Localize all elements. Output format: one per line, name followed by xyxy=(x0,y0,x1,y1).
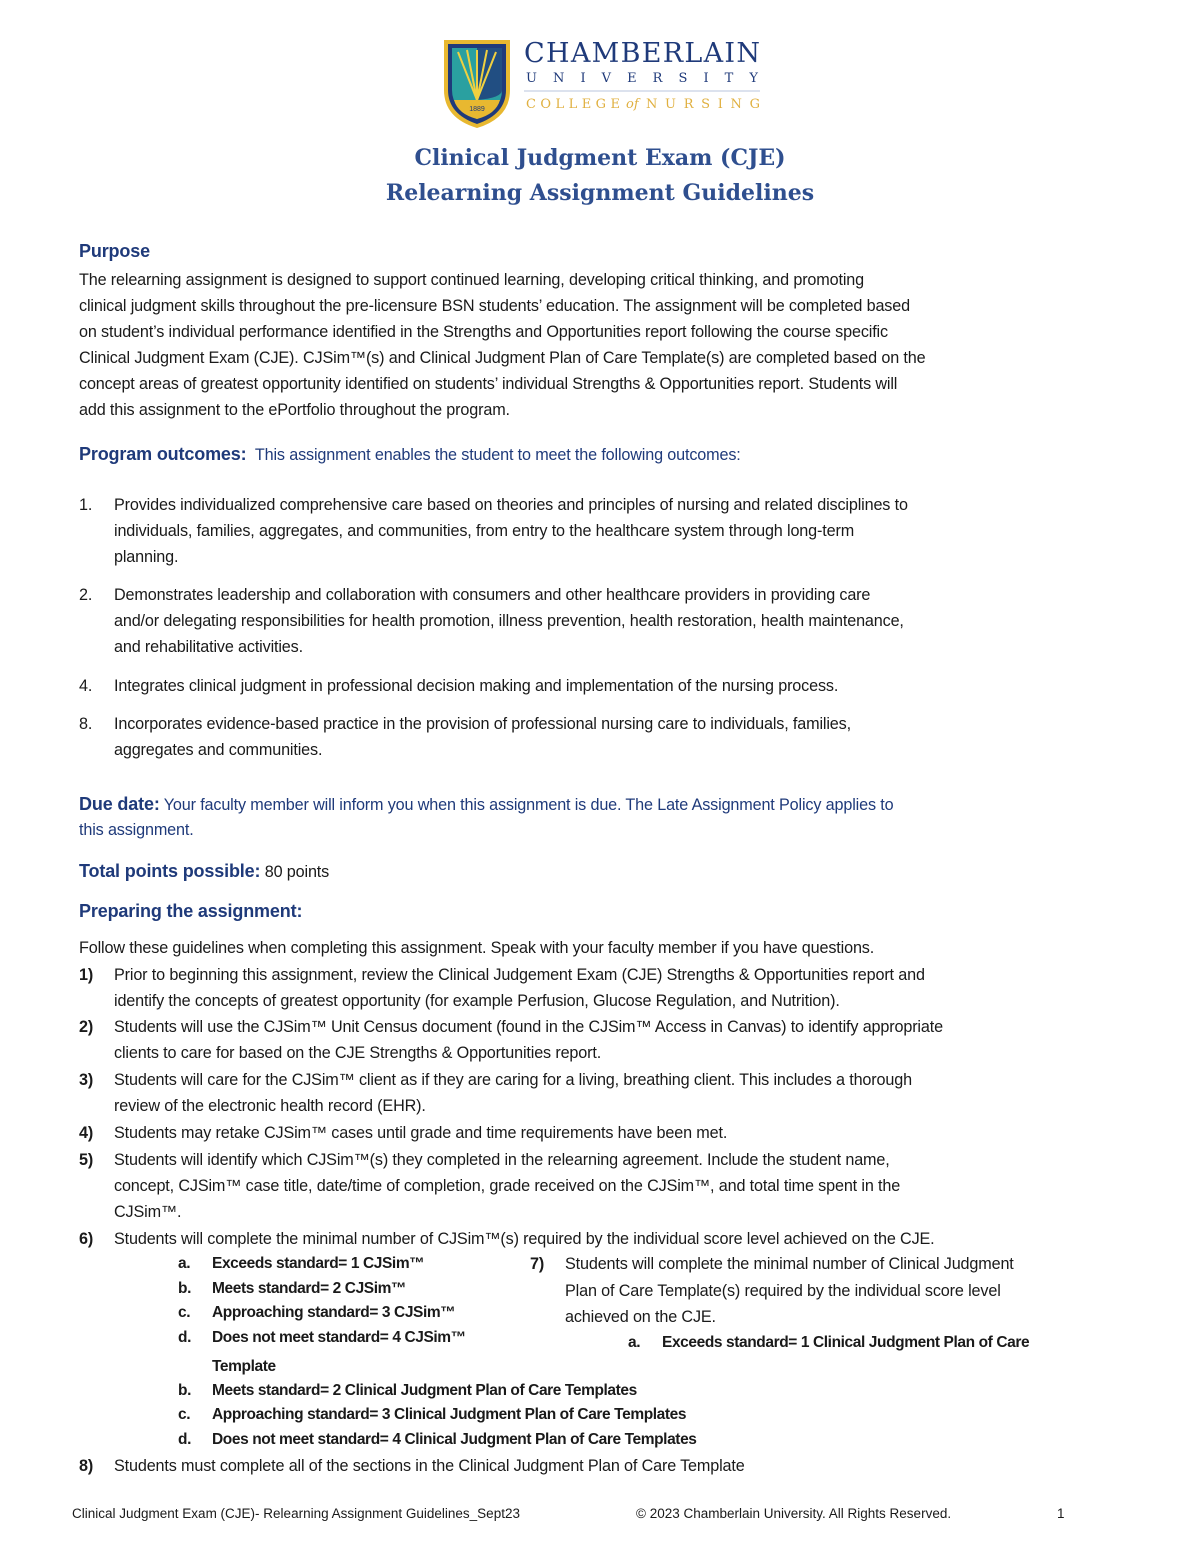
sim-level-letter: a. xyxy=(178,1255,191,1272)
step-number: 2) xyxy=(79,1018,94,1036)
step-line: Students will identify which CJSim™(s) they completed in the relearning agreement. Include the student name, xyxy=(114,1151,890,1169)
chamberlain-logo xyxy=(440,38,770,130)
template-level-letter: d. xyxy=(178,1431,191,1448)
template-level-letter: c. xyxy=(178,1406,191,1423)
svg-text:UNIVERSITY: UNIVERSITY xyxy=(526,71,758,86)
page-number: 1 xyxy=(1057,1506,1065,1521)
preparing-intro: Follow these guidelines when completing this assignment. Speak with your faculty member if you have questions. xyxy=(79,939,875,957)
svg-text:COLLEGE: COLLEGE xyxy=(526,97,620,112)
purpose-line: concept areas of greatest opportunity identified on students’ individual Strengths & Opportunities report. Students will xyxy=(79,375,898,393)
step-line: Students will complete the minimal number of Clinical Judgment xyxy=(565,1255,1014,1273)
outcome-line: Integrates clinical judgment in professional decision making and implementation of the nursing process. xyxy=(114,677,839,695)
step-line: review of the electronic health record (EHR). xyxy=(114,1097,426,1115)
step-line: Students will complete the minimal number of CJSim™(s) required by the individual score level achieved on the CJE. xyxy=(114,1230,935,1248)
svg-text:1889: 1889 xyxy=(469,106,485,113)
outcome-number: 8. xyxy=(79,715,93,733)
template-level: Meets standard= 2 Clinical Judgment Plan of Care Templates xyxy=(212,1382,637,1399)
purpose-line: clinical judgment skills throughout the pre-licensure BSN students’ education. The assignment will be completed based xyxy=(79,297,910,315)
purpose-line: Clinical Judgment Exam (CJE). CJSim™(s) and Clinical Judgment Plan of Care Template(s) are completed based on the xyxy=(79,349,926,367)
sim-level-letter: b. xyxy=(178,1280,191,1297)
step-line: clients to care for based on the CJE Strengths & Opportunities report. xyxy=(114,1044,602,1062)
outcome-line: and/or delegating responsibilities for health promotion, illness prevention, health restoration, health maintenance, xyxy=(114,612,904,630)
title-line-2: Relearning Assignment Guidelines xyxy=(385,180,815,206)
step-number: 1) xyxy=(79,966,94,984)
total-points xyxy=(79,858,329,884)
outcome-number: 4. xyxy=(79,677,93,695)
template-level: Does not meet standard= 4 Clinical Judgment Plan of Care Templates xyxy=(212,1431,697,1448)
step-line: concept, CJSim™ case title, date/time of completion, grade received on the CJSim™, and total time spent in the xyxy=(114,1177,901,1195)
step-number: 5) xyxy=(79,1151,94,1169)
purpose-line: on student’s individual performance identified in the Strengths and Opportunities report following the course specific xyxy=(79,323,888,341)
sim-level-letter: c. xyxy=(178,1304,191,1321)
step-line: Prior to beginning this assignment, review the Clinical Judgement Exam (CJE) Strengths & Opportunities report and xyxy=(114,966,925,984)
title-line-1: Clinical Judgment Exam (CJE) xyxy=(414,145,786,171)
outcomes-heading: Program outcomes: xyxy=(79,444,247,464)
preparing-heading: Preparing the assignment: xyxy=(79,901,303,921)
sim-level-letter: d. xyxy=(178,1329,191,1346)
template-level: Approaching standard= 3 Clinical Judgment Plan of Care Templates xyxy=(212,1406,687,1423)
step-line: Students must complete all of the sections in the Clinical Judgment Plan of Care Template xyxy=(114,1457,745,1475)
step-line: Students will use the CJSim™ Unit Census document (found in the CJSim™ Access in Canvas) to identify appropriate xyxy=(114,1018,943,1036)
outcomes-header xyxy=(79,441,741,467)
outcomes-intro: This assignment enables the student to meet the following outcomes: xyxy=(254,446,741,464)
sim-level: Approaching standard= 3 CJSim™ xyxy=(212,1304,456,1321)
step-number: 8) xyxy=(79,1457,94,1475)
sim-level: Exceeds standard= 1 CJSim™ xyxy=(212,1255,425,1272)
step-line: achieved on the CJE. xyxy=(565,1308,716,1326)
outcome-number: 2. xyxy=(79,586,93,604)
svg-text:of: of xyxy=(626,97,639,112)
outcome-line: individuals, families, aggregates, and communities, from entry to the healthcare system through long-term xyxy=(114,522,855,540)
step-number: 7) xyxy=(530,1255,545,1273)
step-number: 3) xyxy=(79,1071,94,1089)
step-line: Students will care for the CJSim™ client as if they are caring for a living, breathing client. This includes a thorough xyxy=(114,1071,912,1089)
step-number: 6) xyxy=(79,1230,94,1248)
footer-document-name: Clinical Judgment Exam (CJE)- Relearning Assignment Guidelines_Sept23 xyxy=(72,1506,520,1521)
due-date xyxy=(79,791,893,817)
total-points-value: 80 points xyxy=(264,863,330,881)
template-level: Template xyxy=(212,1358,276,1375)
outcome-line: Demonstrates leadership and collaboration with consumers and other healthcare providers in providing care xyxy=(114,586,871,604)
step-line: Plan of Care Template(s) required by the individual score level xyxy=(565,1282,1001,1300)
svg-text:CHAMBERLAIN: CHAMBERLAIN xyxy=(524,38,760,69)
due-date-label: Due date: xyxy=(79,794,160,814)
step-number: 4) xyxy=(79,1124,94,1142)
due-date-text: Your faculty member will inform you when this assignment is due. The Late Assignment Policy applies to xyxy=(163,796,894,814)
footer-copyright: © 2023 Chamberlain University. All Rights Reserved. xyxy=(636,1506,952,1521)
template-level-letter: b. xyxy=(178,1382,191,1399)
outcome-line: Incorporates evidence-based practice in the provision of professional nursing care to individuals, families, xyxy=(114,715,851,733)
outcome-line: and rehabilitative activities. xyxy=(114,638,303,656)
step-line: identify the concepts of greatest opportunity (for example Perfusion, Glucose Regulation, and Nutrition). xyxy=(114,992,840,1010)
sim-level: Meets standard= 2 CJSim™ xyxy=(212,1280,407,1297)
purpose-line: The relearning assignment is designed to support continued learning, developing critical thinking, and promoting xyxy=(79,271,864,289)
step-line: CJSim™. xyxy=(114,1203,182,1221)
outcome-line: aggregates and communities. xyxy=(114,741,323,759)
step-line: Students may retake CJSim™ cases until grade and time requirements have been met. xyxy=(114,1124,728,1142)
template-level: Exceeds standard= 1 Clinical Judgment Plan of Care xyxy=(662,1334,1030,1351)
purpose-heading: Purpose xyxy=(79,241,150,261)
outcome-line: planning. xyxy=(114,548,179,566)
outcome-line: Provides individualized comprehensive care based on theories and principles of nursing and related disciplines to xyxy=(114,496,908,514)
svg-text:NURSING: NURSING xyxy=(646,97,760,112)
purpose-line: add this assignment to the ePortfolio throughout the program. xyxy=(79,401,510,419)
due-date-text: this assignment. xyxy=(79,821,194,839)
outcome-number: 1. xyxy=(79,496,93,514)
total-points-label: Total points possible: xyxy=(79,861,261,881)
sim-level: Does not meet standard= 4 CJSim™ xyxy=(212,1329,466,1346)
template-level-letter: a. xyxy=(628,1334,641,1351)
